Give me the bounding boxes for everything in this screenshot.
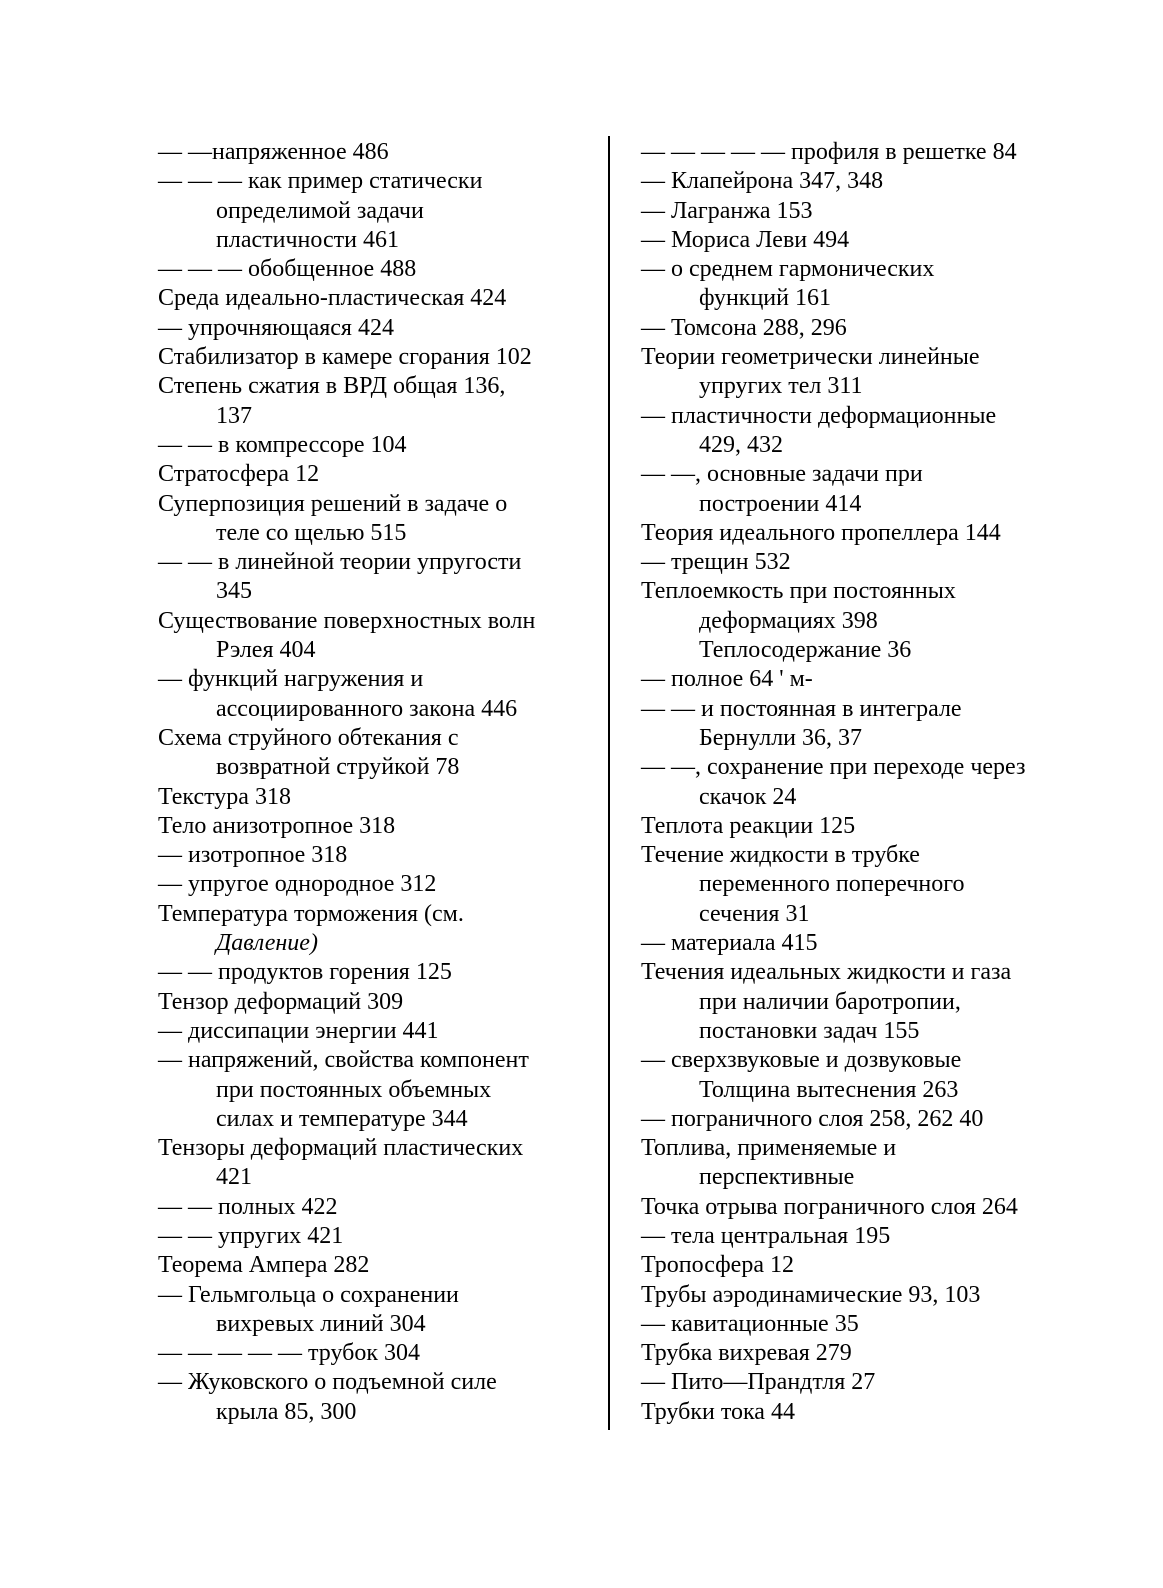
- index-entry: — — — — — профиля в решетке 84: [641, 139, 1017, 165]
- index-entry-continuation: при постоянных объемных: [216, 1076, 492, 1103]
- index-entry: Трубка вихревая 279: [641, 1340, 852, 1367]
- index-entry-continuation: 421: [216, 1164, 252, 1191]
- index-entry: Степень сжатия в ВРД общая 136,: [158, 373, 506, 400]
- index-entry: — —, сохранение при переходе через: [641, 754, 1026, 781]
- index-entry-continuation: возвратной струйкой 78: [216, 754, 460, 781]
- index-entry: Температура торможения (см.: [158, 900, 464, 927]
- index-entry: — изотропное 318: [158, 842, 348, 869]
- index-entry: — —, основные задачи при: [641, 461, 923, 488]
- index-entry-continuation: 345: [216, 578, 252, 605]
- index-entry: — — — — — трубок 304: [158, 1340, 421, 1367]
- index-entry: — — в компрессоре 104: [158, 431, 407, 458]
- index-entry: — полное 64 ' м-: [641, 666, 813, 693]
- index-entry-continuation: упругих тел 311: [699, 373, 863, 400]
- index-entry-continuation: перспективные: [699, 1164, 855, 1191]
- index-entry: — — — как пример статически: [158, 168, 483, 195]
- index-entry-continuation: скачок 24: [699, 783, 797, 810]
- index-entry-continuation: деформациях 398: [699, 607, 878, 634]
- index-entry: — пластичности деформационные: [641, 402, 997, 429]
- index-entry-continuation: Давление): [216, 930, 318, 957]
- index-entry: — упрочняющаяся 424: [158, 314, 394, 341]
- index-entry: — трещин 532: [641, 549, 791, 576]
- index-entry: — о среднем гармонических: [641, 256, 935, 283]
- index-entry: — Жуковского о подъемной силе: [158, 1369, 497, 1396]
- index-entry: — — полных 422: [158, 1193, 338, 1220]
- index-entry: Тропосфера 12: [641, 1252, 794, 1279]
- index-entry-continuation: ассоциированного закона 446: [216, 695, 518, 722]
- index-entry-continuation: при наличии баротропии,: [699, 988, 961, 1015]
- index-entry: — — и постоянная в интеграле: [641, 695, 962, 722]
- left-column: [158, 138, 598, 1427]
- index-entry-continuation: построении 414: [699, 490, 862, 517]
- index-entry-continuation: функций 161: [699, 285, 831, 312]
- index-entry: — Мориса Леви 494: [641, 226, 850, 253]
- index-entry-continuation: Бернулли 36, 37: [699, 724, 863, 751]
- index-entry: Теории геометрически линейные: [641, 344, 980, 371]
- index-entry: Тензоры деформаций пластических: [158, 1135, 524, 1162]
- index-entry: — сверхзвуковые и дозвуковые: [641, 1047, 962, 1074]
- index-entry-continuation: пластичности 461: [216, 226, 399, 253]
- right-column: [641, 138, 1111, 1427]
- index-entry: — Пито—Прандтля 27: [641, 1369, 876, 1396]
- index-entry: Теплота реакции 125: [641, 812, 856, 839]
- index-entry: — Лагранжа 153: [641, 197, 813, 224]
- index-entry: — материала 415: [641, 930, 818, 957]
- index-entry-continuation: сечения 31: [699, 900, 810, 927]
- index-entry: Топлива, применяемые и: [641, 1135, 897, 1162]
- index-entry: — — упругих 421: [158, 1222, 344, 1249]
- index-entry: — Томсона 288, 296: [641, 314, 847, 341]
- index-entry: — напряжений, свойства компонент: [158, 1047, 529, 1074]
- index-entry: — — в линейной теории упругости: [158, 549, 522, 576]
- index-entry: Течение жидкости в трубке: [641, 842, 920, 869]
- index-entry: Теплоемкость при постоянных: [641, 578, 956, 605]
- index-entry: — — — обобщенное 488: [158, 256, 417, 283]
- index-entry: — —напряженное 486: [158, 139, 389, 165]
- index-entry: — упругое однородное 312: [158, 871, 437, 898]
- index-entry-continuation: 429, 432: [699, 431, 783, 458]
- index-entry: — Клапейрона 347, 348: [641, 168, 884, 195]
- index-entry: Трубы аэродинамические 93, 103: [641, 1281, 981, 1308]
- index-entry-continuation: постановки задач 155: [699, 1017, 920, 1044]
- index-entry-continuation: переменного поперечного: [699, 871, 965, 898]
- index-entry-continuation: теле со щелью 515: [216, 519, 407, 546]
- index-entry: Трубки тока 44: [641, 1398, 795, 1425]
- index-entry: Теория идеального пропеллера 144: [641, 519, 1001, 546]
- index-entry: Текстура 318: [158, 783, 291, 810]
- index-entry: Стабилизатор в камере сгорания 102: [158, 344, 532, 371]
- index-entry-continuation: вихревых линий 304: [216, 1310, 426, 1337]
- index-entry-continuation: Теплосодержание 36: [699, 637, 912, 664]
- index-entry: — пограничного слоя 258, 262 40: [641, 1105, 984, 1132]
- index-entry: Теорема Ампера 282: [158, 1252, 370, 1279]
- index-entry-continuation: определимой задачи: [216, 197, 424, 224]
- index-entry-continuation: Рэлея 404: [216, 637, 316, 664]
- index-entry: Тензор деформаций 309: [158, 988, 404, 1015]
- column-divider: [608, 136, 610, 1430]
- index-entry: — кавитационные 35: [641, 1310, 859, 1337]
- index-entry: Течения идеальных жидкости и газа: [641, 959, 1012, 986]
- index-entry: Точка отрыва пограничного слоя 264: [641, 1193, 1018, 1220]
- index-entry: Стратосфера 12: [158, 461, 320, 488]
- index-entry: — Гельмгольца о сохранении: [158, 1281, 459, 1308]
- index-entry: — функций нагружения и: [158, 666, 424, 693]
- index-entry-continuation: Толщина вытеснения 263: [699, 1076, 959, 1103]
- index-entry: — — продуктов горения 125: [158, 959, 452, 986]
- index-entry-continuation: силах и температуре 344: [216, 1105, 468, 1132]
- index-entry: — тела центральная 195: [641, 1222, 891, 1249]
- index-entry: Тело анизотропное 318: [158, 812, 396, 839]
- index-entry: — диссипации энергии 441: [158, 1017, 439, 1044]
- index-entry-continuation: крыла 85, 300: [216, 1398, 357, 1425]
- index-entry: Схема струйного обтекания с: [158, 724, 459, 751]
- index-entry-continuation: 137: [216, 402, 252, 429]
- index-entry: Существование поверхностных волн: [158, 607, 536, 634]
- index-entry: Среда идеально-пластическая 424: [158, 285, 507, 312]
- index-entry: Суперпозиция решений в задаче о: [158, 490, 508, 517]
